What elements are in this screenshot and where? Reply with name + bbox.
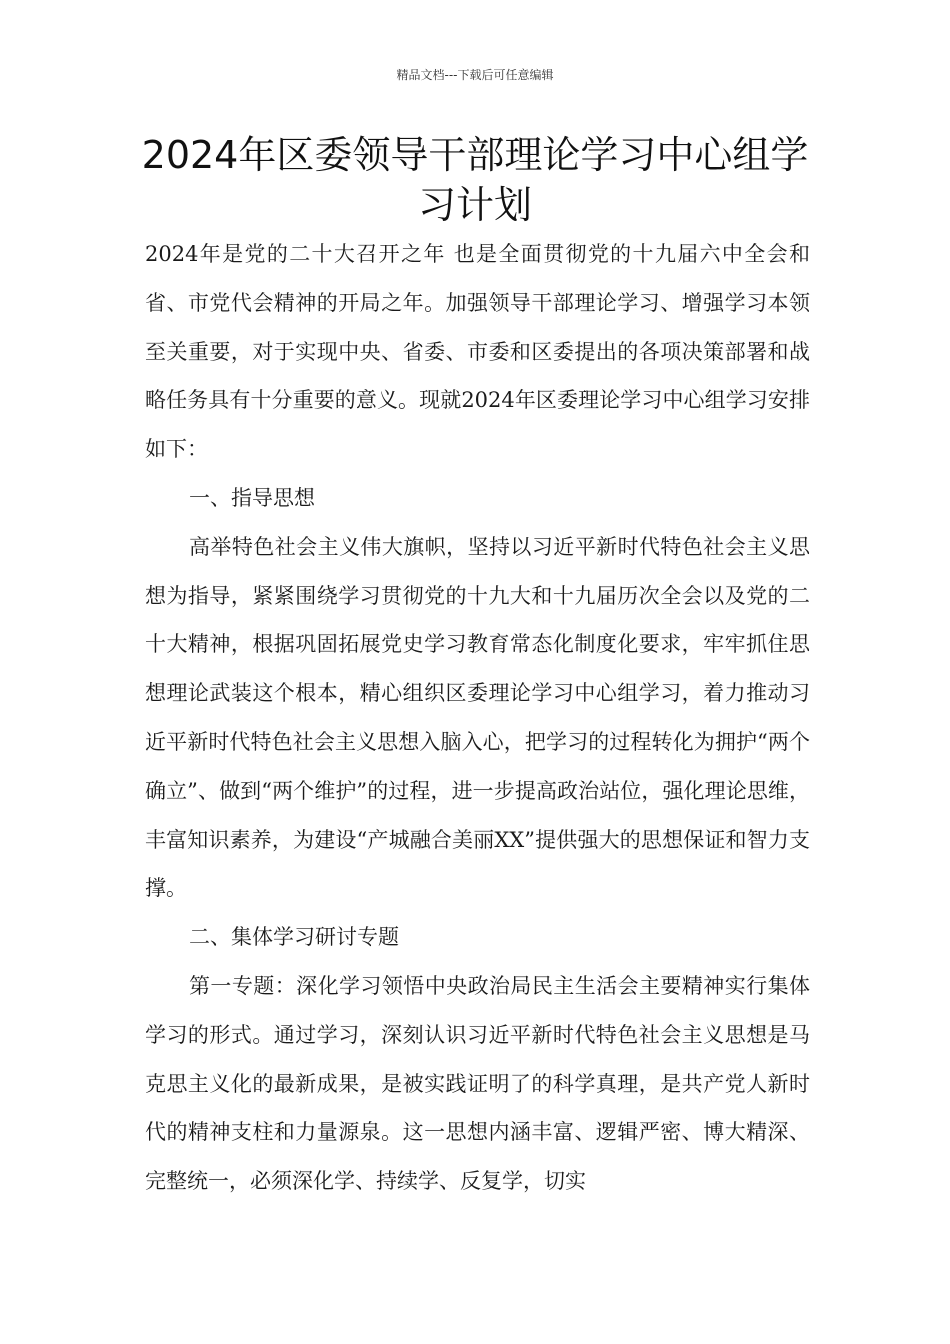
header-note: 精品文档---下载后可任意编辑: [396, 68, 554, 82]
document-body: [145, 230, 810, 1206]
topic-1-paragraph: 第一专题：深化学习领悟中央政治局民主生活会主要精神实行集体学习的形式。通过学习，深刻认识习近平新时代特色社会主义思想是马克思主义化的最新成果，是被实践证明了的科学真理，是共产党人新时代的精神支柱和力量源泉。这一思想内涵丰富、逻辑严密、博大精深、完整统一，必须深化学、持续学、反复学，切实: [145, 973, 810, 1194]
intro-paragraph: 2024年是党的二十大召开之年 也是全面贯彻党的十九届六中全会和省、市党代会精神的开局之年。加强领导干部理论学习、增强学习本领至关重要，对于实现中央、省委、市委和区委提出的各项决策部署和战略任务具有十分重要的意义。现就2024年区委理论学习中心组学习安排如下：: [145, 242, 810, 462]
guiding-thought-paragraph: 高举特色社会主义伟大旗帜，坚持以习近平新时代特色社会主义思想为指导，紧紧围绕学习贯彻党的十九大和十九届历次全会以及党的二十大精神，根据巩固拓展党史学习教育常态化制度化要求，牢牢抓住思想理论武装这个根本，精心组织区委理论学习中心组学习，着力推动习近平新时代特色社会主义思想入脑入心，把学习的过程转化为拥护“两个确立”、做到“两个维护”的过程，进一步提高政治站位，强化理论思维，丰富知识素养，为建设“产城融合美丽XX”提供强大的思想保证和智力支撑。: [145, 534, 810, 901]
section-heading-2: 二、集体学习研讨专题: [189, 925, 399, 950]
document-title: 2024年区委领导干部理论学习中心组学习计划: [141, 133, 809, 227]
section-heading-1: 一、指导思想: [189, 485, 315, 510]
